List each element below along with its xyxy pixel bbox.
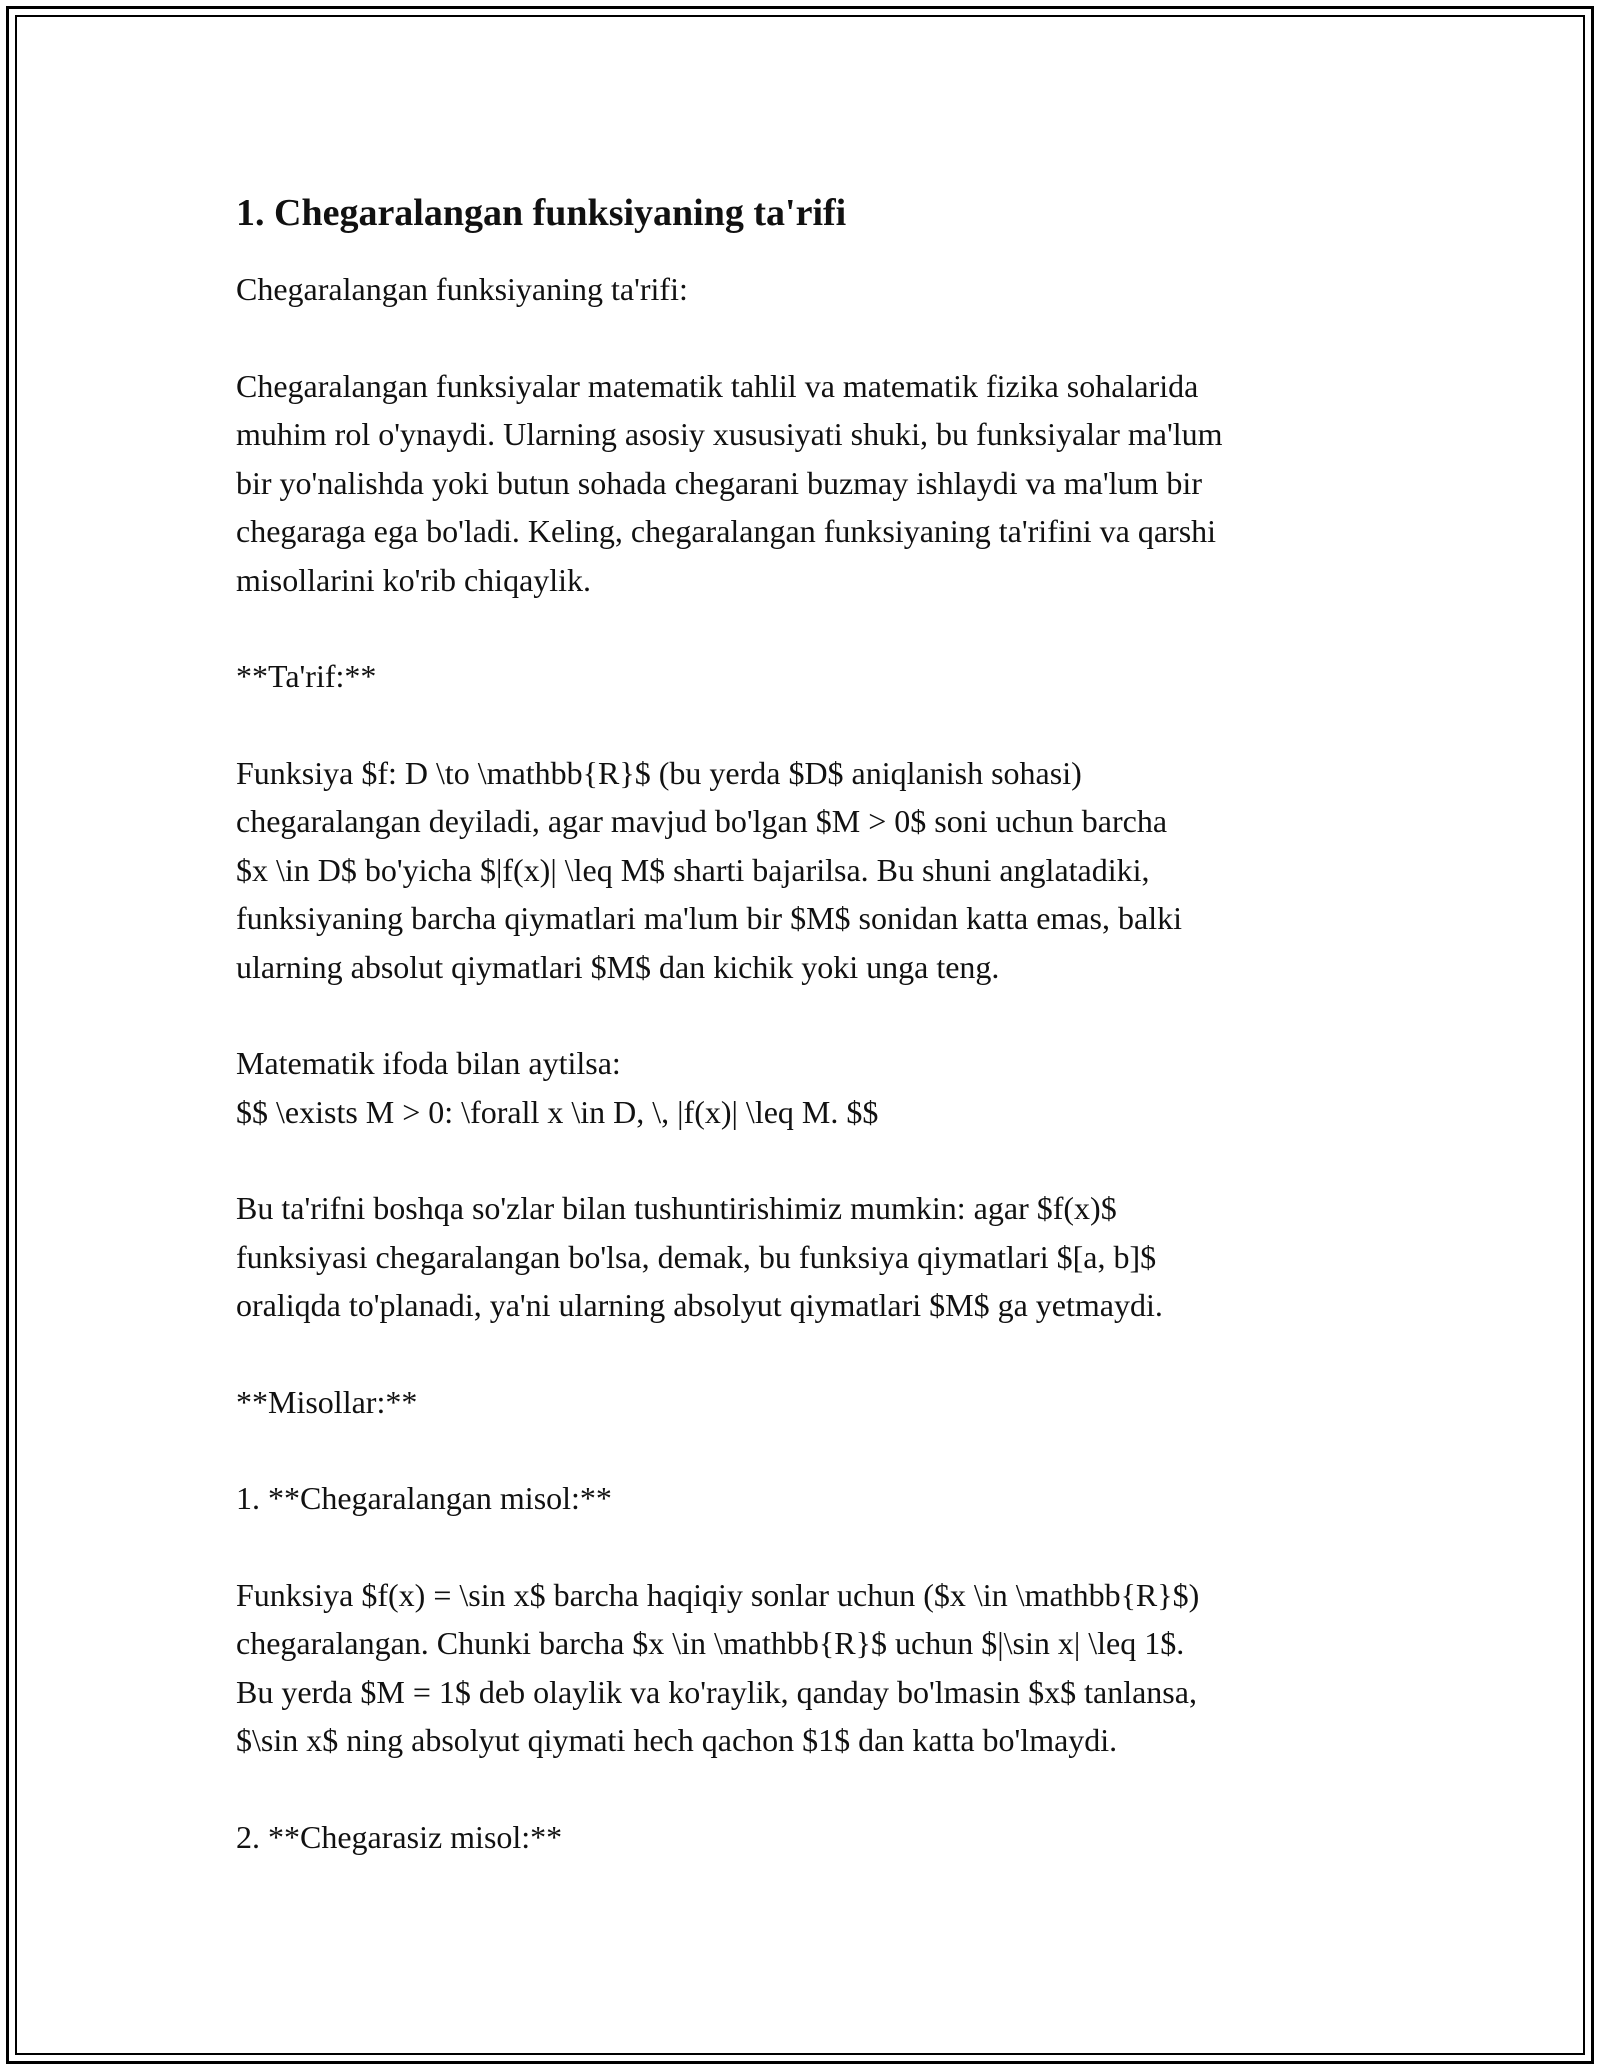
definition-paragraph: Funksiya $f: D \to \mathbb{R}$ (bu yerda $D$ aniqlanish sohasi) chegaralangan deyiladi, agar mavjud bo'lgan $M > 0$ soni uchun barcha $x \in D$ bo'yicha $|f(x)| \leq M$ sharti bajarilsa. Bu shuni anglatadiki, funksiyaning barcha qiymatlari ma'lum bir $M$ sonidan katta emas, balki ularning absolut qiymatlari $M$ dan kichik yoki unga teng. <box>236 754 1182 985</box>
intro-paragraph: Chegaralangan funksiyalar matematik tahlil va matematik fizika sohalarida muhim rol o'ynaydi. Ularning asosiy xususiyati shuki, bu funksiyalar ma'lum bir yo'nalishda yoki butun sohada chegarani buzmay ishlaydi va ma'lum bir chegaraga ega bo'ladi. Keling, chegaralangan funksiyaning ta'rifini va qarshi misollarini ko'rib chiqaylik. <box>236 367 1223 598</box>
definition-heading: **Ta'rif:** <box>236 658 377 694</box>
intro-label: Chegaralangan funksiyaning ta'rifi: <box>236 271 688 307</box>
document-body <box>236 185 1396 1909</box>
examples-heading: **Misollar:** <box>236 1383 418 1420</box>
bounded-example-heading: 1. **Chegaralangan misol:** <box>236 1480 612 1516</box>
unbounded-example-heading: 2. **Chegarasiz misol:** <box>236 1818 563 1855</box>
explanation-paragraph: Bu ta'rifni boshqa so'zlar bilan tushuntirishimiz mumkin: agar $f(x)$ funksiyasi chegaralangan bo'lsa, demak, bu funksiya qiymatlari $[a, b]$ oraliqda to'planadi, ya'ni ularning absolyut qiymatlari $M$ ga yetmaydi. <box>236 1190 1163 1323</box>
math-expression-paragraph: Matematik ifoda bilan aytilsa: $$ \exists M > 0: \forall x \in D, \, |f(x)| \leq M. $$ <box>236 1045 879 1130</box>
section-title: 1. Chegaralangan funksiyaning ta'rifi <box>236 192 847 234</box>
bounded-example-paragraph: Funksiya $f(x) = \sin x$ barcha haqiqiy sonlar uchun ($x \in \mathbb{R}$) chegaralangan. Chunki barcha $x \in \mathbb{R}$ uchun $|\sin x| \leq 1$. Bu yerda $M = 1$ deb olaylik va ko'raylik, qanday bo'lmasin $x$ tanlansa, $\sin x$ ning absolyut qiymati hech qachon $1$ dan katta bo'lmaydi. <box>236 1576 1200 1758</box>
